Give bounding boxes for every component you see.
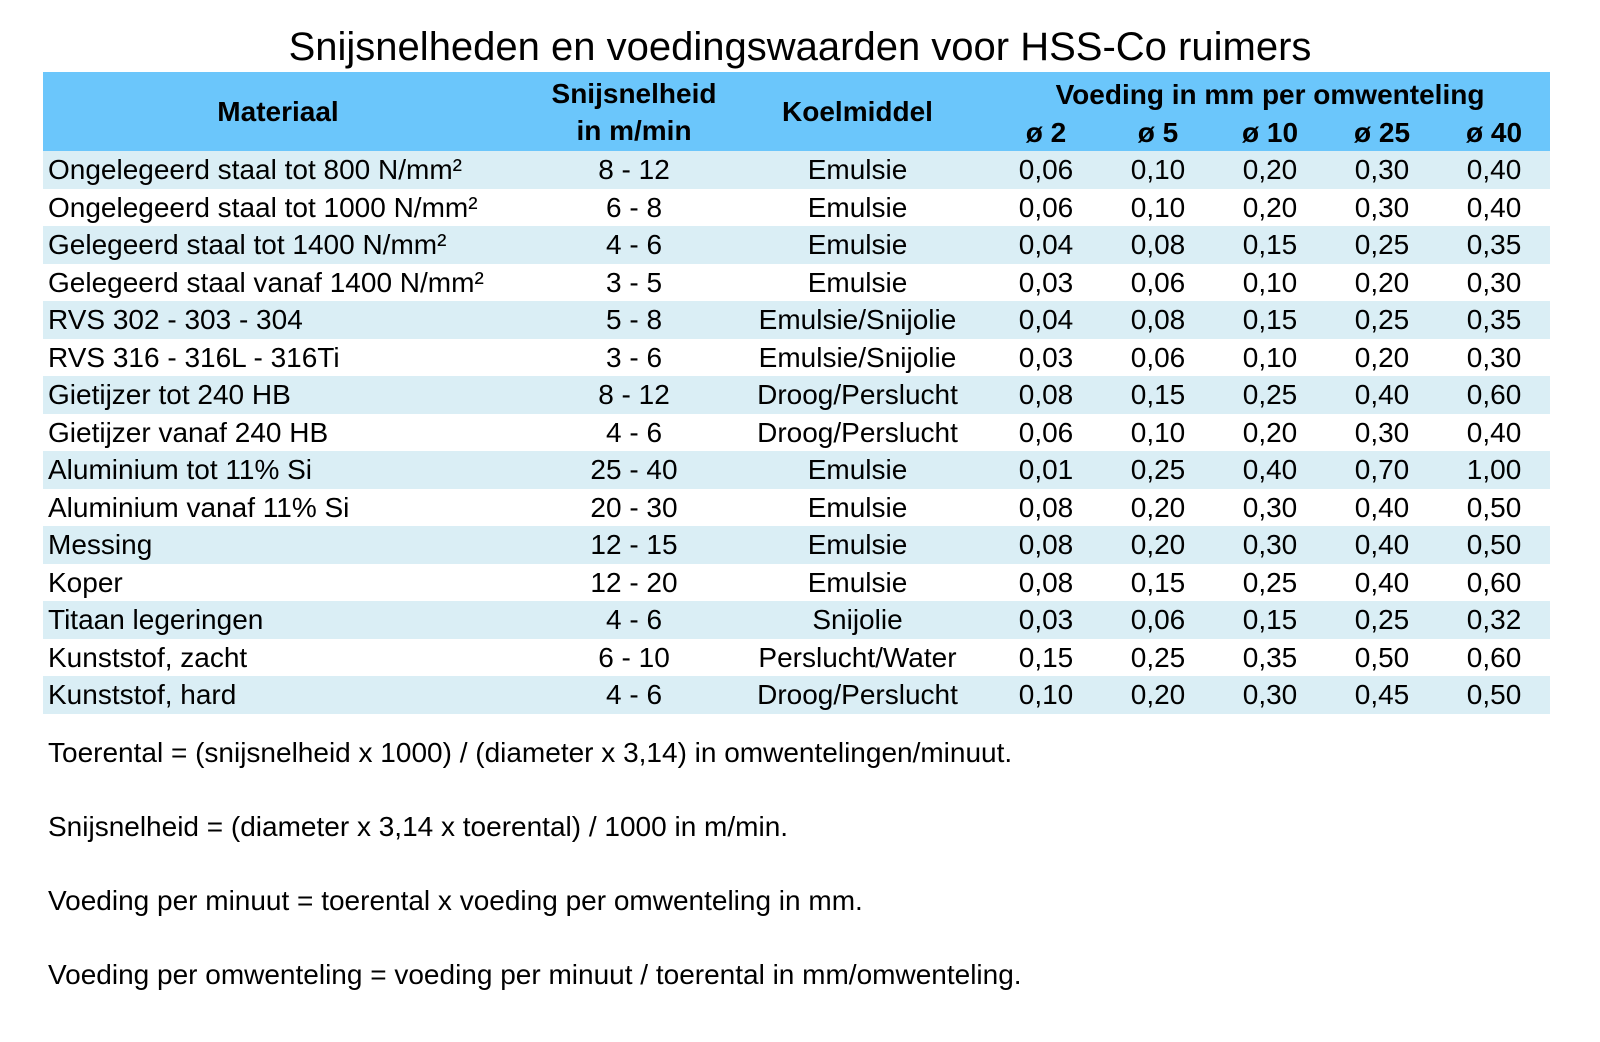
cell-feed: 0,25: [1326, 226, 1438, 264]
cell-feed: 0,30: [1326, 151, 1438, 189]
cell-feed: 0,06: [1102, 339, 1214, 377]
cell-feed: 0,30: [1326, 414, 1438, 452]
header-diameter: ø 5: [1102, 114, 1214, 151]
cell-material: Ongelegeerd staal tot 1000 N/mm²: [43, 189, 543, 227]
cell-feed: 0,32: [1438, 601, 1550, 639]
cell-speed: 8 - 12: [543, 151, 725, 189]
cell-feed: 0,30: [1214, 489, 1326, 527]
formula-snijsnelheid: Snijsnelheid = (diameter x 3,14 x toerental) / 1000 in m/min.: [48, 811, 789, 842]
table-row: [43, 489, 1550, 527]
cell-feed: 0,70: [1326, 451, 1438, 489]
cell-speed: 3 - 6: [543, 339, 725, 377]
cell-feed: 0,08: [1102, 226, 1214, 264]
cell-feed: 0,20: [1326, 339, 1438, 377]
cell-feed: 0,35: [1438, 226, 1550, 264]
cell-feed: 0,40: [1326, 376, 1438, 414]
cell-feed: 0,10: [1214, 264, 1326, 302]
cell-feed: 0,03: [990, 339, 1102, 377]
cell-feed: 0,20: [1102, 526, 1214, 564]
cell-feed: 0,15: [1214, 301, 1326, 339]
cell-coolant: Emulsie: [725, 189, 990, 227]
cell-feed: 0,25: [1214, 564, 1326, 602]
header-material: Materiaal: [43, 72, 543, 151]
header-coolant: Koelmiddel: [725, 72, 990, 151]
table-row: [43, 564, 1550, 602]
cell-speed: 20 - 30: [543, 489, 725, 527]
cell-feed: 0,08: [990, 564, 1102, 602]
cell-coolant: Emulsie/Snijolie: [725, 301, 990, 339]
header-speed-line1: Snijsnelheid: [551, 77, 717, 109]
cell-coolant: Emulsie: [725, 489, 990, 527]
cell-coolant: Droog/Perslucht: [725, 414, 990, 452]
cell-feed: 0,40: [1326, 489, 1438, 527]
cell-material: Kunststof, zacht: [43, 639, 543, 677]
cell-material: Gelegeerd staal vanaf 1400 N/mm²: [43, 264, 543, 302]
cell-feed: 0,25: [1102, 639, 1214, 677]
cell-feed: 0,60: [1438, 564, 1550, 602]
cell-material: Gietijzer tot 240 HB: [43, 376, 543, 414]
cell-feed: 0,20: [1326, 264, 1438, 302]
cell-feed: 0,08: [990, 376, 1102, 414]
cell-material: Aluminium tot 11% Si: [43, 451, 543, 489]
table-body: [43, 151, 1550, 714]
cell-material: Kunststof, hard: [43, 676, 543, 714]
header-speed-line2: in m/min: [576, 114, 692, 146]
cell-feed: 0,10: [1214, 339, 1326, 377]
cell-coolant: Droog/Perslucht: [725, 676, 990, 714]
cell-feed: 0,30: [1326, 189, 1438, 227]
cell-feed: 0,10: [990, 676, 1102, 714]
table-row: [43, 376, 1550, 414]
cell-feed: 0,08: [990, 489, 1102, 527]
table-header: [43, 72, 1550, 151]
cell-material: Aluminium vanaf 11% Si: [43, 489, 543, 527]
table-row: [43, 414, 1550, 452]
table-row: [43, 301, 1550, 339]
cell-feed: 0,15: [1102, 564, 1214, 602]
cell-feed: 0,15: [1214, 226, 1326, 264]
cell-feed: 0,06: [990, 414, 1102, 452]
table-row: [43, 339, 1550, 377]
cell-feed: 0,50: [1438, 489, 1550, 527]
cell-speed: 4 - 6: [543, 226, 725, 264]
cell-feed: 0,30: [1438, 264, 1550, 302]
cell-feed: 0,04: [990, 301, 1102, 339]
cell-feed: 0,30: [1214, 526, 1326, 564]
cell-feed: 0,01: [990, 451, 1102, 489]
cell-feed: 0,15: [990, 639, 1102, 677]
cell-feed: 0,60: [1438, 639, 1550, 677]
cell-material: Messing: [43, 526, 543, 564]
cell-material: Ongelegeerd staal tot 800 N/mm²: [43, 151, 543, 189]
cell-feed: 0,10: [1102, 151, 1214, 189]
cell-speed: 12 - 20: [543, 564, 725, 602]
cell-feed: 0,06: [1102, 601, 1214, 639]
table-row: [43, 676, 1550, 714]
cell-feed: 0,25: [1102, 451, 1214, 489]
cell-speed: 25 - 40: [543, 451, 725, 489]
cell-speed: 3 - 5: [543, 264, 725, 302]
cell-speed: 4 - 6: [543, 601, 725, 639]
cell-feed: 0,03: [990, 601, 1102, 639]
cell-feed: 0,06: [1102, 264, 1214, 302]
cell-feed: 0,50: [1326, 639, 1438, 677]
table-row: [43, 189, 1550, 227]
header-diameter: ø 2: [990, 114, 1102, 151]
cell-feed: 0,20: [1102, 489, 1214, 527]
cell-coolant: Emulsie: [725, 526, 990, 564]
cell-feed: 0,10: [1102, 189, 1214, 227]
cell-feed: 0,40: [1214, 451, 1326, 489]
header-diameter: ø 10: [1214, 114, 1326, 151]
cell-coolant: Emulsie: [725, 564, 990, 602]
table-row: [43, 226, 1550, 264]
table-row: [43, 451, 1550, 489]
cell-feed: 0,06: [990, 189, 1102, 227]
cell-feed: 0,50: [1438, 676, 1550, 714]
cell-material: RVS 302 - 303 - 304: [43, 301, 543, 339]
cell-feed: 0,40: [1326, 564, 1438, 602]
cell-material: Koper: [43, 564, 543, 602]
cell-feed: 0,25: [1326, 601, 1438, 639]
cell-speed: 12 - 15: [543, 526, 725, 564]
cell-feed: 0,30: [1214, 676, 1326, 714]
cell-coolant: Emulsie: [725, 451, 990, 489]
cell-coolant: Emulsie: [725, 226, 990, 264]
cell-feed: 0,40: [1438, 189, 1550, 227]
cell-feed: 0,03: [990, 264, 1102, 302]
cell-feed: 0,40: [1438, 151, 1550, 189]
cell-feed: 0,25: [1214, 376, 1326, 414]
cell-speed: 8 - 12: [543, 376, 725, 414]
feed-table: [43, 72, 1550, 714]
cell-feed: 0,10: [1102, 414, 1214, 452]
cell-feed: 1,00: [1438, 451, 1550, 489]
header-feed: Voeding in mm per omwenteling: [990, 72, 1550, 114]
cell-feed: 0,08: [1102, 301, 1214, 339]
cell-feed: 0,35: [1438, 301, 1550, 339]
cell-speed: 6 - 8: [543, 189, 725, 227]
cell-feed: 0,20: [1214, 151, 1326, 189]
cell-material: Gelegeerd staal tot 1400 N/mm²: [43, 226, 543, 264]
table-row: [43, 639, 1550, 677]
cell-feed: 0,25: [1326, 301, 1438, 339]
cell-coolant: Emulsie: [725, 264, 990, 302]
cell-feed: 0,40: [1438, 414, 1550, 452]
cell-speed: 4 - 6: [543, 676, 725, 714]
formula-voeding-per-omwenteling: Voeding per omwenteling = voeding per minuut / toerental in mm/omwenteling.: [48, 959, 1022, 990]
cell-speed: 6 - 10: [543, 639, 725, 677]
cell-feed: 0,35: [1214, 639, 1326, 677]
cell-feed: 0,15: [1102, 376, 1214, 414]
table-row: [43, 151, 1550, 189]
table-row: [43, 264, 1550, 302]
table-row: [43, 601, 1550, 639]
cell-material: Titaan legeringen: [43, 601, 543, 639]
cell-speed: 5 - 8: [543, 301, 725, 339]
cell-feed: 0,20: [1214, 414, 1326, 452]
table-row: [43, 526, 1550, 564]
cell-speed: 4 - 6: [543, 414, 725, 452]
cell-coolant: Snijolie: [725, 601, 990, 639]
header-diameter: ø 40: [1438, 114, 1550, 151]
cell-material: Gietijzer vanaf 240 HB: [43, 414, 543, 452]
cell-feed: 0,45: [1326, 676, 1438, 714]
cell-coolant: Droog/Perslucht: [725, 376, 990, 414]
formula-toerental: Toerental = (snijsnelheid x 1000) / (diameter x 3,14) in omwentelingen/minuut.: [48, 737, 1013, 768]
cell-feed: 0,20: [1102, 676, 1214, 714]
cell-feed: 0,15: [1214, 601, 1326, 639]
cell-feed: 0,60: [1438, 376, 1550, 414]
cell-feed: 0,08: [990, 526, 1102, 564]
header-speed: [543, 72, 725, 151]
cell-coolant: Emulsie: [725, 151, 990, 189]
cell-feed: 0,20: [1214, 189, 1326, 227]
cell-feed: 0,50: [1438, 526, 1550, 564]
cell-coolant: Perslucht/Water: [725, 639, 990, 677]
cell-feed: 0,04: [990, 226, 1102, 264]
cell-coolant: Emulsie/Snijolie: [725, 339, 990, 377]
formulas: [48, 736, 1022, 1032]
cell-material: RVS 316 - 316L - 316Ti: [43, 339, 543, 377]
header-diameter: ø 25: [1326, 114, 1438, 151]
cell-feed: 0,06: [990, 151, 1102, 189]
cell-feed: 0,30: [1438, 339, 1550, 377]
cell-feed: 0,40: [1326, 526, 1438, 564]
page-title: Snijsnelheden en voedingswaarden voor HSS-Co ruimers: [288, 25, 1312, 69]
formula-voeding-per-minuut: Voeding per minuut = toerental x voeding per omwenteling in mm.: [48, 885, 863, 916]
